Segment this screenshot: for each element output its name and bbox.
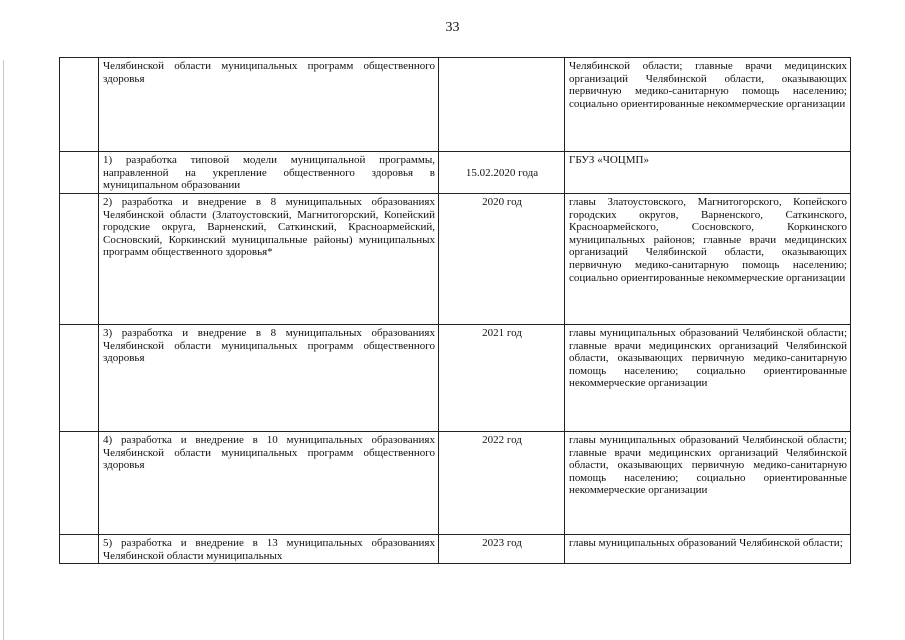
deadline-cell: 2021 год (439, 325, 565, 432)
row-number-cell (60, 535, 99, 564)
responsible-cell: главы муниципальных образований Челябинской области; (565, 535, 851, 564)
page-number: 33 (445, 20, 460, 35)
row-number-cell (60, 194, 99, 325)
deadline-cell: 2023 год (439, 535, 565, 564)
table-row (60, 325, 851, 432)
table-row (60, 58, 851, 152)
activity-cell: Челябинской области муниципальных программ общественного здоровья (99, 58, 439, 152)
deadline-cell: 2020 год (439, 194, 565, 325)
deadline-cell (439, 58, 565, 152)
activities-table (59, 57, 851, 564)
deadline-cell: 15.02.2020 года (439, 152, 565, 194)
table-row (60, 152, 851, 194)
table-row (60, 194, 851, 325)
activity-cell: 5) разработка и внедрение в 13 муниципальных образованиях Челябинской области муниципальных (99, 535, 439, 564)
scan-edge-line (3, 60, 4, 640)
responsible-cell: главы муниципальных образований Челябинской области; главные врачи медицинских организаций Челябинской области, оказывающих первичную медико-санитарную помощь населению; социально ориентированные некоммерческие организации (565, 325, 851, 432)
responsible-cell: Челябинской области; главные врачи медицинских организаций Челябинской области, оказывающих первичную медико-санитарную помощь населению; социально ориентированные некоммерческие организации (565, 58, 851, 152)
row-number-cell (60, 432, 99, 535)
responsible-cell: главы муниципальных образований Челябинской области; главные врачи медицинских организаций Челябинской области, оказывающих первичную медико-санитарную помощь населению; социально ориентированные некоммерческие организации (565, 432, 851, 535)
activity-cell: 1) разработка типовой модели муниципальной программы, направленной на укрепление общественного здоровья в муниципальном образовании (99, 152, 439, 194)
table-row (60, 535, 851, 564)
activity-cell: 3) разработка и внедрение в 8 муниципальных образованиях Челябинской области муниципальных программ общественного здоровья (99, 325, 439, 432)
table-row (60, 432, 851, 535)
deadline-cell: 2022 год (439, 432, 565, 535)
row-number-cell (60, 58, 99, 152)
row-number-cell (60, 325, 99, 432)
row-number-cell (60, 152, 99, 194)
activity-cell: 4) разработка и внедрение в 10 муниципальных образованиях Челябинской области муниципальных программ общественного здоровья (99, 432, 439, 535)
responsible-cell: главы Златоустовского, Магнитогорского, Копейского городских округов, Варненского, Саткинского, Красноармейского, Сосновского, Коркинского муниципальных районов; главные врачи медицинских организаций Челябинской области, оказывающих первичную медико-санитарную помощь населению; социально ориентированные некоммерческие организации (565, 194, 851, 325)
responsible-cell: ГБУЗ «ЧОЦМП» (565, 152, 851, 194)
activity-cell: 2) разработка и внедрение в 8 муниципальных образованиях Челябинской области (Златоустовский, Магнитогорский, Копейский городские округа, Варненский, Саткинский, Красноармейский, Сосновский, Коркинский муниципальные районы) муниципальных программ общественного здоровья* (99, 194, 439, 325)
